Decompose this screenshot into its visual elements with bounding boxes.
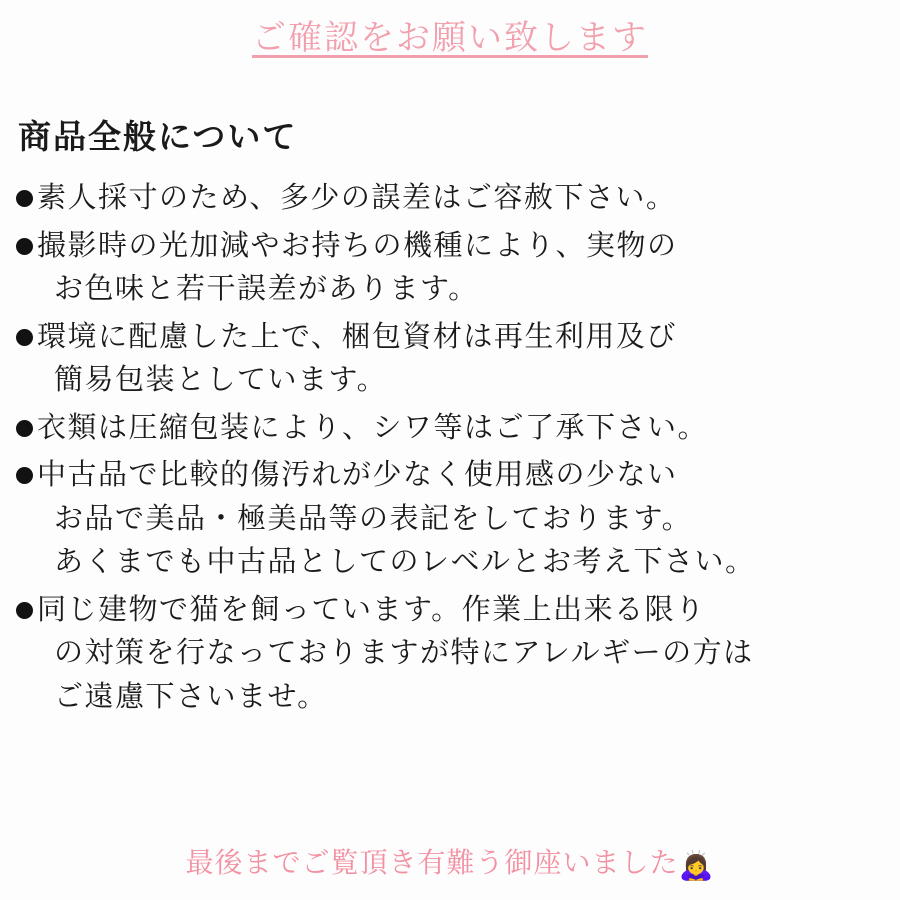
list-item-line: の対策を行なっておりますが特にアレルギーの方は	[54, 635, 754, 669]
list-item	[0, 224, 900, 311]
bullet-dot-icon	[16, 420, 33, 437]
bullet-dot-icon	[16, 238, 33, 255]
list-item-line: お品で美品・極美品等の表記をしております。	[54, 500, 693, 535]
list-item-line: お色味と若干誤差があります。	[54, 271, 479, 305]
list-item-text	[37, 588, 890, 719]
list-item	[0, 406, 900, 450]
list-item-text	[37, 453, 890, 584]
list-item-line: 簡易包装としています。	[54, 362, 388, 396]
section-heading: 商品全般について	[18, 117, 298, 156]
bowing-person-icon: 🙇‍♀️	[678, 849, 715, 882]
bullet-dot-icon	[16, 602, 33, 619]
page-title: ご確認をお願い致します	[252, 18, 648, 58]
list-item-text	[37, 224, 890, 311]
list-item	[0, 176, 900, 220]
list-item-text	[37, 176, 890, 220]
footer-text: 最後までご覧頂き有難う御座いました	[185, 846, 679, 879]
list-item-line: 環境に配慮した上で、梱包資材は再生利用及び	[37, 318, 677, 353]
list-item	[0, 453, 900, 584]
list-item	[0, 588, 900, 719]
list-item-line: 素人採寸のため、多少の誤差はご容赦下さい。	[37, 180, 677, 214]
list-item-line: 同じ建物で猫を飼っています。作業上出来る限り	[37, 591, 706, 626]
bullet-dot-icon	[16, 467, 33, 484]
list-item-text	[37, 406, 890, 450]
notice-list	[0, 176, 900, 718]
bullet-dot-icon	[16, 329, 33, 346]
bullet-dot-icon	[16, 190, 33, 207]
list-item-text	[37, 315, 890, 402]
footer-message	[0, 841, 900, 882]
list-item-line: 衣類は圧縮包装により、シワ等はご了承下さい。	[37, 409, 709, 444]
list-item-line: 撮影時の光加減やお持ちの機種により、実物の	[37, 227, 678, 262]
list-item-line: 中古品で比較的傷汚れが少なく使用感の少ない	[37, 457, 678, 491]
list-item-line: ご遠慮下さいませ。	[54, 678, 328, 713]
list-item-line: あくまでも中古品としてのレベルとお考え下さい。	[54, 544, 756, 578]
list-item	[0, 315, 900, 402]
